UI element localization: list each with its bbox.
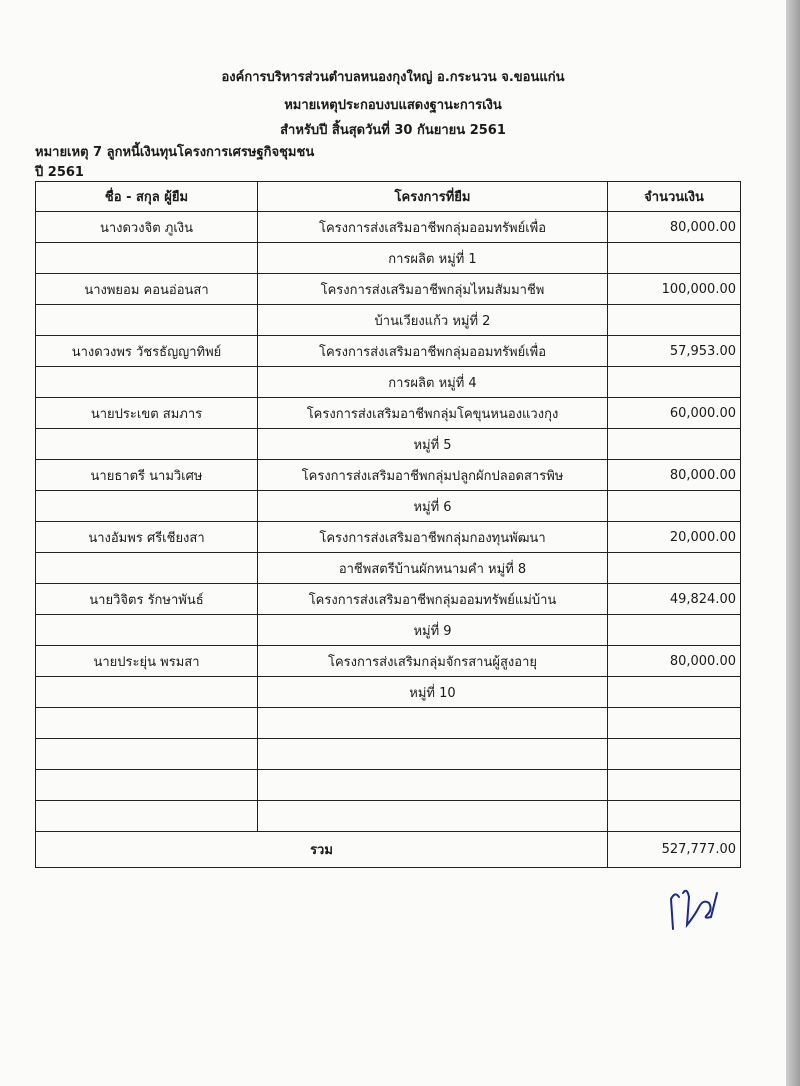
- cell-project: โครงการส่งเสริมอาชีพกลุ่มออมทรัพย์เพื่อ: [258, 336, 608, 367]
- cell-borrower-name: [36, 677, 258, 708]
- cell-project: [258, 770, 608, 801]
- table-row: [36, 398, 741, 429]
- cell-borrower-name: [36, 491, 258, 522]
- cell-amount: [608, 367, 741, 398]
- period-title: สำหรับปี สิ้นสุดวันที่ 30 กันยายน 2561: [280, 123, 506, 138]
- table-row: [36, 677, 741, 708]
- cell-amount: [608, 739, 741, 770]
- cell-project: หมู่ที่ 5: [258, 429, 608, 460]
- cell-project: การผลิต หมู่ที่ 1: [258, 243, 608, 274]
- cell-project: หมู่ที่ 6: [258, 491, 608, 522]
- table-row: [36, 584, 741, 615]
- table-row: [36, 708, 741, 739]
- cell-amount: 60,000.00: [608, 398, 741, 429]
- cell-borrower-name: [36, 243, 258, 274]
- cell-borrower-name: นางอัมพร ศรีเชียงสา: [36, 522, 258, 553]
- cell-amount: 100,000.00: [608, 274, 741, 305]
- cell-borrower-name: นายประยุ่น พรมสา: [36, 646, 258, 677]
- cell-project: โครงการส่งเสริมอาชีพกลุ่มกองทุนพัฒนา: [258, 522, 608, 553]
- table-row: [36, 770, 741, 801]
- cell-borrower-name: [36, 615, 258, 646]
- table-row: [36, 274, 741, 305]
- table-row: [36, 336, 741, 367]
- total-row: [36, 832, 741, 868]
- cell-borrower-name: นางดวงจิต ภูเงิน: [36, 212, 258, 243]
- table-row: [36, 801, 741, 832]
- cell-amount: 57,953.00: [608, 336, 741, 367]
- cell-borrower-name: [36, 708, 258, 739]
- table-row: [36, 615, 741, 646]
- cell-borrower-name: นายประเขต สมภาร: [36, 398, 258, 429]
- cell-project: โครงการส่งเสริมอาชีพกลุ่มออมทรัพย์แม่บ้าน: [258, 584, 608, 615]
- cell-project: การผลิต หมู่ที่ 4: [258, 367, 608, 398]
- note-title: หมายเหตุ 7 ลูกหนี้เงินทุนโครงการเศรษฐกิจชุมชน: [35, 145, 315, 160]
- cell-borrower-name: [36, 305, 258, 336]
- cell-amount: [608, 708, 741, 739]
- table-row: [36, 460, 741, 491]
- total-amount: 527,777.00: [608, 832, 741, 868]
- cell-amount: 80,000.00: [608, 646, 741, 677]
- cell-amount: [608, 677, 741, 708]
- statement-title: หมายเหตุประกอบงบแสดงฐานะการเงิน: [284, 98, 502, 113]
- cell-amount: 80,000.00: [608, 212, 741, 243]
- cell-project: โครงการส่งเสริมอาชีพกลุ่มปลูกผักปลอดสารพิษ: [258, 460, 608, 491]
- cell-borrower-name: นางพยอม คอนอ่อนสา: [36, 274, 258, 305]
- cell-borrower-name: นางดวงพร วัชรธัญญาทิพย์: [36, 336, 258, 367]
- column-header-project: โครงการที่ยืม: [258, 182, 608, 212]
- cell-project: บ้านเวียงแก้ว หมู่ที่ 2: [258, 305, 608, 336]
- table-header-row: [36, 182, 741, 212]
- table-row: [36, 739, 741, 770]
- cell-borrower-name: นายธาตรี นามวิเศษ: [36, 460, 258, 491]
- table-row: [36, 553, 741, 584]
- table-row: [36, 429, 741, 460]
- cell-borrower-name: [36, 770, 258, 801]
- cell-project: โครงการส่งเสริมอาชีพกลุ่มโคขุนหนองแวงกุง: [258, 398, 608, 429]
- column-header-amount: จำนวนเงิน: [608, 182, 741, 212]
- cell-borrower-name: [36, 801, 258, 832]
- cell-amount: [608, 243, 741, 274]
- cell-project: โครงการส่งเสริมอาชีพกลุ่มออมทรัพย์เพื่อ: [258, 212, 608, 243]
- cell-project: [258, 801, 608, 832]
- org-title: องค์การบริหารส่วนตำบลหนองกุงใหญ่ อ.กระนวน จ.ขอนแก่น: [221, 70, 565, 85]
- cell-amount: [608, 770, 741, 801]
- cell-borrower-name: [36, 553, 258, 584]
- table-row: [36, 243, 741, 274]
- cell-project: โครงการส่งเสริมอาชีพกลุ่มไหมสัมมาชีพ: [258, 274, 608, 305]
- table-body: [36, 212, 741, 832]
- note-year: ปี 2561: [35, 165, 84, 180]
- cell-project: หมู่ที่ 10: [258, 677, 608, 708]
- table-row: [36, 367, 741, 398]
- cell-borrower-name: นายวิจิตร รักษาพันธ์: [36, 584, 258, 615]
- cell-amount: [608, 429, 741, 460]
- handwritten-signature: [665, 885, 725, 935]
- table-row: [36, 491, 741, 522]
- cell-amount: 20,000.00: [608, 522, 741, 553]
- cell-borrower-name: [36, 739, 258, 770]
- total-label: รวม: [36, 832, 608, 868]
- table-row: [36, 646, 741, 677]
- page-edge-shadow: [786, 0, 800, 1086]
- cell-amount: [608, 801, 741, 832]
- column-header-name: ชื่อ - สกุล ผู้ยืม: [36, 182, 258, 212]
- cell-project: อาชีพสตรีบ้านผักหนามคำ หมู่ที่ 8: [258, 553, 608, 584]
- cell-amount: [608, 553, 741, 584]
- receivables-table: [35, 181, 741, 868]
- cell-borrower-name: [36, 367, 258, 398]
- table-row: [36, 305, 741, 336]
- cell-amount: 49,824.00: [608, 584, 741, 615]
- cell-amount: 80,000.00: [608, 460, 741, 491]
- cell-amount: [608, 491, 741, 522]
- table-row: [36, 212, 741, 243]
- cell-borrower-name: [36, 429, 258, 460]
- cell-project: [258, 739, 608, 770]
- table-row: [36, 522, 741, 553]
- cell-project: [258, 708, 608, 739]
- cell-project: หมู่ที่ 9: [258, 615, 608, 646]
- cell-amount: [608, 615, 741, 646]
- cell-project: โครงการส่งเสริมกลุ่มจักรสานผู้สูงอายุ: [258, 646, 608, 677]
- cell-amount: [608, 305, 741, 336]
